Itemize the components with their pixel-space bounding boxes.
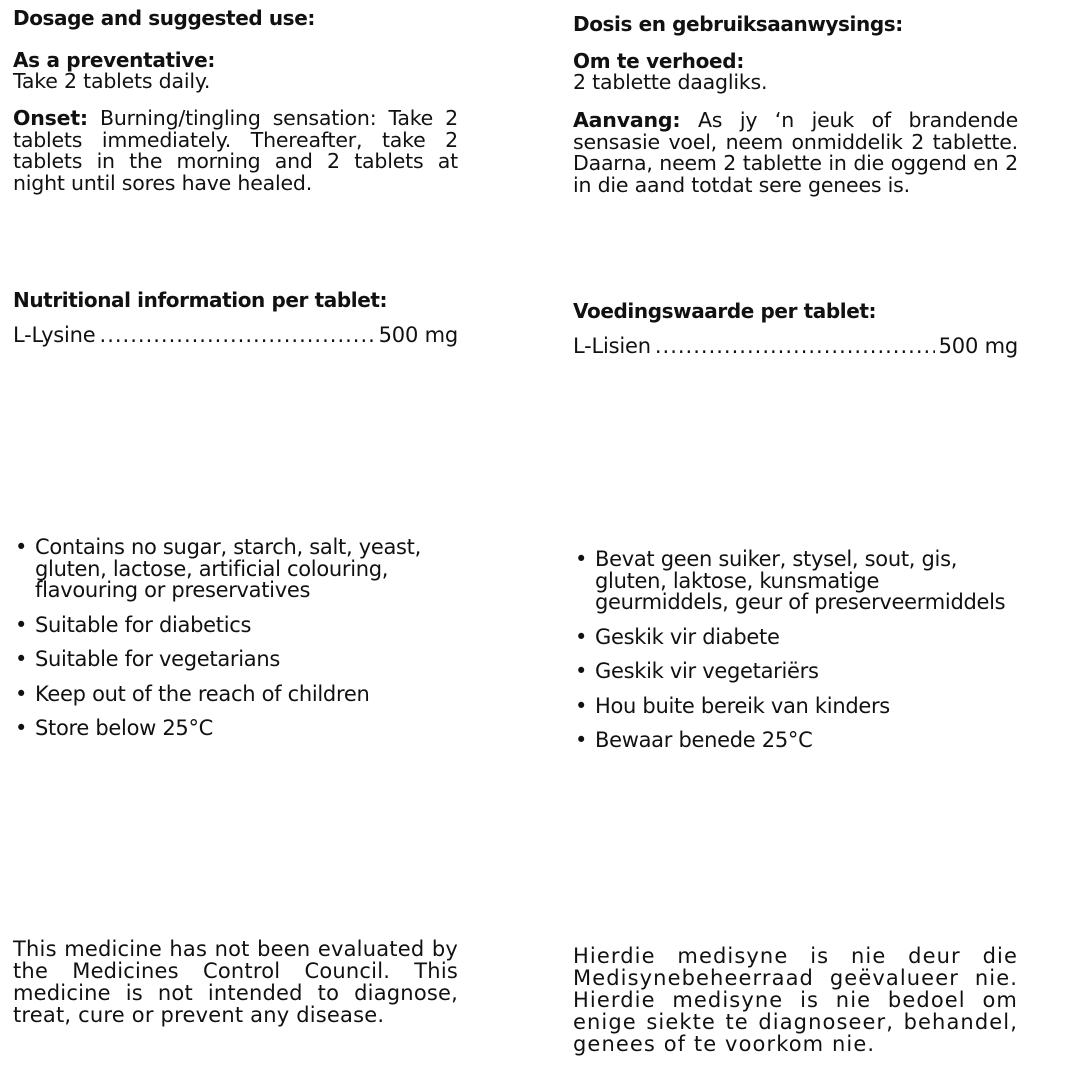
bullet-icon: • (575, 659, 588, 683)
onset-section (13, 108, 458, 194)
nutrition-heading: Nutritional information per tablet: (13, 288, 388, 312)
nutrient-name: L-Lisien (573, 334, 651, 358)
dot-leader (655, 333, 935, 359)
onset-text: Burning/tingling sensation: Take 2 tablets immediately. Thereafter, take 2 tablets in the morning and 2 tablets at night until sores have healed. (13, 106, 458, 195)
bullet-icon: • (575, 624, 588, 649)
nutrient-name: L-Lysine (13, 323, 96, 347)
list-item: • Suitable for vegetarians (15, 647, 280, 671)
features-list (13, 537, 458, 740)
dot-leader (100, 322, 375, 348)
bullet-icon: • (575, 693, 588, 718)
nutrient-row (13, 322, 458, 348)
aanvang-paragraph (573, 110, 1018, 196)
list-item: • Keep out of the reach of children (15, 681, 370, 706)
list-item: • Geskik vir vegetariërs (575, 659, 819, 683)
bullet-icon: • (15, 647, 28, 671)
verhoed-section (573, 50, 1018, 94)
list-item: • Contains no sugar, starch, salt, yeast, gluten, lactose, artificial colouring, flavouring or preservatives (15, 535, 421, 602)
list-item: • Bevat geen suiker, stysel, sout, gis, gluten, laktose, kunsmatige geurmiddels, geur of preserveermiddels (575, 547, 1006, 614)
dosage-section (13, 6, 458, 30)
verhoed-text: 2 tablette daagliks. (573, 70, 768, 94)
list-item: • Suitable for diabetics (15, 612, 252, 637)
voedingswaarde-heading: Voedingswaarde per tablet: (573, 299, 877, 323)
bullet-icon: • (15, 535, 28, 559)
aanvang-label: Aanvang: (573, 108, 681, 132)
nutrient-row (573, 333, 1018, 359)
list-item: • Bewaar benede 25°C (575, 728, 813, 752)
disclaimer-section (13, 938, 458, 1026)
nutrient-value: 500 mg (938, 334, 1018, 358)
list-item: • Hou buite bereik van kinders (575, 693, 890, 718)
bullet-icon: • (15, 716, 28, 740)
voedingswaarde-section (573, 299, 1018, 359)
nutrient-value: 500 mg (378, 323, 458, 347)
dosis-heading: Dosis en gebruiksaanwysings: (573, 12, 903, 36)
eienskappe-section (573, 549, 1018, 765)
disclaimer-text: Hierdie medisyne is nie deur die Medisynebeheerraad geëvalueer nie. Hierdie medisyne is nie bedoel om enige siekte te diagnoseer, behandel, genees of te voorkom nie. (573, 944, 1018, 1056)
nutrition-section (13, 288, 458, 348)
list-item: • Geskik vir diabete (575, 624, 780, 649)
preventative-text: Take 2 tablets daily. (13, 69, 211, 93)
onset-label: Onset: (13, 106, 88, 130)
dosis-section (573, 12, 1018, 36)
preventative-section (13, 49, 458, 93)
vrywaring-section (573, 945, 1018, 1055)
bullet-icon: • (15, 681, 28, 706)
bullet-icon: • (15, 612, 28, 637)
disclaimer-text: This medicine has not been evaluated by the Medicines Control Council. This medicine is not intended to diagnose, treat, cure or prevent any disease. (13, 937, 458, 1027)
aanvang-section (573, 110, 1018, 196)
bullet-icon: • (575, 728, 588, 752)
verhoed-heading: Om te verhoed: (573, 49, 745, 73)
list-item: • Store below 25°C (15, 716, 214, 740)
aanvang-text: As jy ‘n jeuk of brandende sensasie voel, neem onmiddelik 2 tablette. Daarna, neem 2 tablette in die oggend en 2 in die aand totdat sere genees is. (573, 108, 1018, 197)
features-section (13, 537, 458, 753)
onset-paragraph (13, 108, 458, 194)
bullet-icon: • (575, 547, 588, 571)
dosage-heading: Dosage and suggested use: (13, 6, 315, 30)
features-list (573, 549, 1018, 752)
preventative-heading: As a preventative: (13, 48, 216, 72)
